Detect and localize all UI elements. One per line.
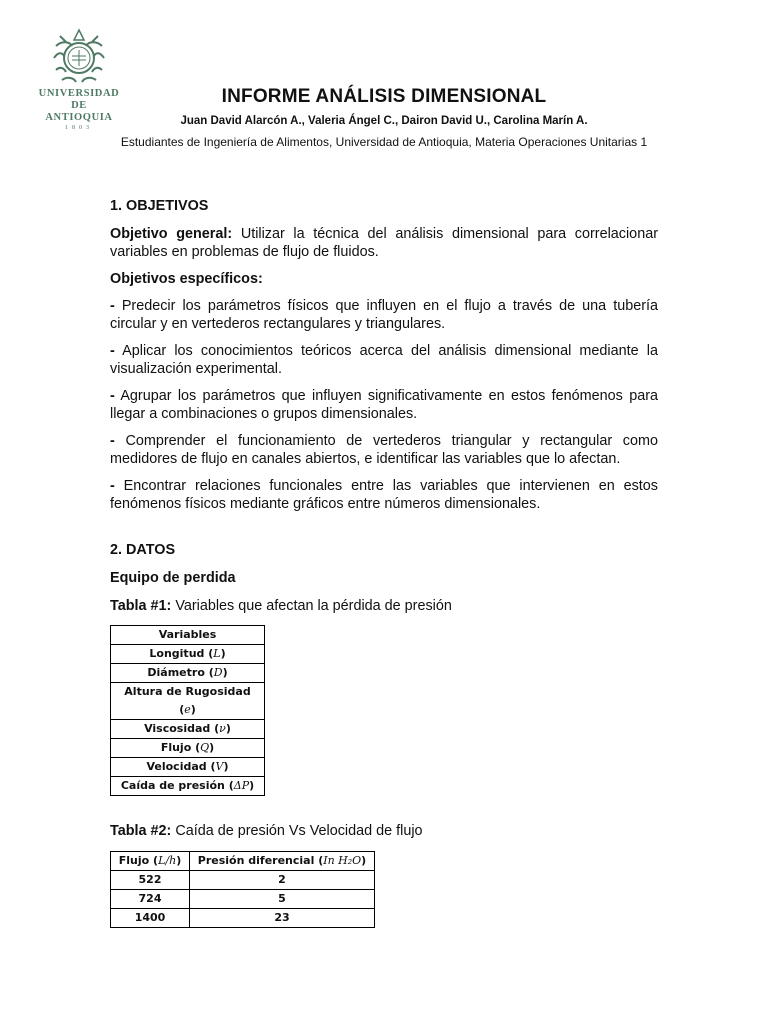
table2-caption-label: Tabla #2: xyxy=(110,823,172,839)
objetivo-item xyxy=(110,342,658,378)
section-datos-heading: 2. DATOS xyxy=(110,542,176,558)
authors-line: Juan David Alarcón A., Valeria Ángel C., Dairon David U., Carolina Marín A. xyxy=(180,115,588,127)
logo-text-line1: UNIVERSIDAD xyxy=(38,88,120,99)
bullet-dash: - xyxy=(110,298,115,314)
table2-caption-text: Caída de presión Vs Velocidad de flujo xyxy=(171,823,423,839)
pressure-flow-table xyxy=(110,851,375,928)
table1-cell: Velocidad (V) xyxy=(111,758,265,777)
objetivo-item xyxy=(110,297,658,333)
logo-year: 1803 xyxy=(65,125,93,131)
table2-cell: 522 xyxy=(111,871,190,890)
objetivo-item xyxy=(110,432,658,468)
table-row xyxy=(111,890,375,909)
table1-cell: Longitud (L) xyxy=(111,645,265,664)
objetivo-item-text: Encontrar relaciones funcionales entre las variables que intervienen en estos fenómenos físicos mediante gráficos entre números dimensionales. xyxy=(110,478,658,512)
logo-text-line2: DE ANTIOQUIA xyxy=(45,100,113,123)
table1-caption-text: Variables que afectan la pérdida de presión xyxy=(171,598,452,614)
table2-cell: 5 xyxy=(190,890,375,909)
bullet-dash: - xyxy=(110,478,115,494)
table1-caption-label: Tabla #1: xyxy=(110,598,172,614)
objetivo-item-text: Aplicar los conocimientos teóricos acerca del análisis dimensional mediante la visualización experimental. xyxy=(110,343,658,377)
bullet-dash: - xyxy=(110,433,115,449)
table1-caption xyxy=(110,597,658,615)
affiliation-line: Estudiantes de Ingeniería de Alimentos, Universidad de Antioquia, Materia Operaciones Unitarias 1 xyxy=(120,135,648,149)
bullet-dash: - xyxy=(110,388,115,404)
university-seal-icon xyxy=(48,26,110,88)
table2-header-flujo: Flujo (L/h) xyxy=(111,852,190,871)
table1-cell: Altura de Rugosidad (e) xyxy=(111,683,265,720)
objetivo-item xyxy=(110,477,658,513)
table1-cell: Viscosidad (ν) xyxy=(111,720,265,739)
objetivo-general-label: Objetivo general: xyxy=(110,226,233,242)
objetivo-item-text: Agrupar los parámetros que influyen significativamente en estos fenómenos para llegar a combinaciones o grupos dimensionales. xyxy=(110,388,658,422)
objetivos-especificos-label: Objetivos específicos: xyxy=(110,271,263,287)
objetivo-general-paragraph xyxy=(110,225,658,261)
table-row xyxy=(111,871,375,890)
objetivo-general-text: Utilizar la técnica del análisis dimensional para correlacionar variables en problemas de flujo de fluidos. xyxy=(110,226,658,260)
section-objetivos-heading: 1. OBJETIVOS xyxy=(110,198,209,214)
table1-cell: Diámetro (D) xyxy=(111,664,265,683)
equipo-perdida-subheading: Equipo de perdida xyxy=(110,570,236,586)
table1-header: Variables xyxy=(111,626,265,645)
table2-cell: 23 xyxy=(190,909,375,928)
table2-caption xyxy=(110,822,658,840)
objetivo-item xyxy=(110,387,658,423)
table1-cell: Caída de presión (ΔP) xyxy=(111,777,265,796)
table1-cell: Flujo (Q) xyxy=(111,739,265,758)
table2-cell: 2 xyxy=(190,871,375,890)
bullet-dash: - xyxy=(110,343,115,359)
table-row xyxy=(111,909,375,928)
document-body xyxy=(110,197,658,928)
table2-cell: 724 xyxy=(111,890,190,909)
variables-table xyxy=(110,625,265,796)
table2-header-presion: Presión diferencial (In H₂O) xyxy=(190,852,375,871)
table2-cell: 1400 xyxy=(111,909,190,928)
report-title: INFORME ANÁLISIS DIMENSIONAL xyxy=(221,86,547,107)
objetivo-item-text: Comprender el funcionamiento de vertederos triangular y rectangular como medidores de flujo en canales abiertos, e identificar las variables que lo afectan. xyxy=(110,433,658,467)
objetivo-item-text: Predecir los parámetros físicos que influyen en el flujo a través de una tubería circular y en vertederos rectangulares y triangulares. xyxy=(110,298,658,332)
